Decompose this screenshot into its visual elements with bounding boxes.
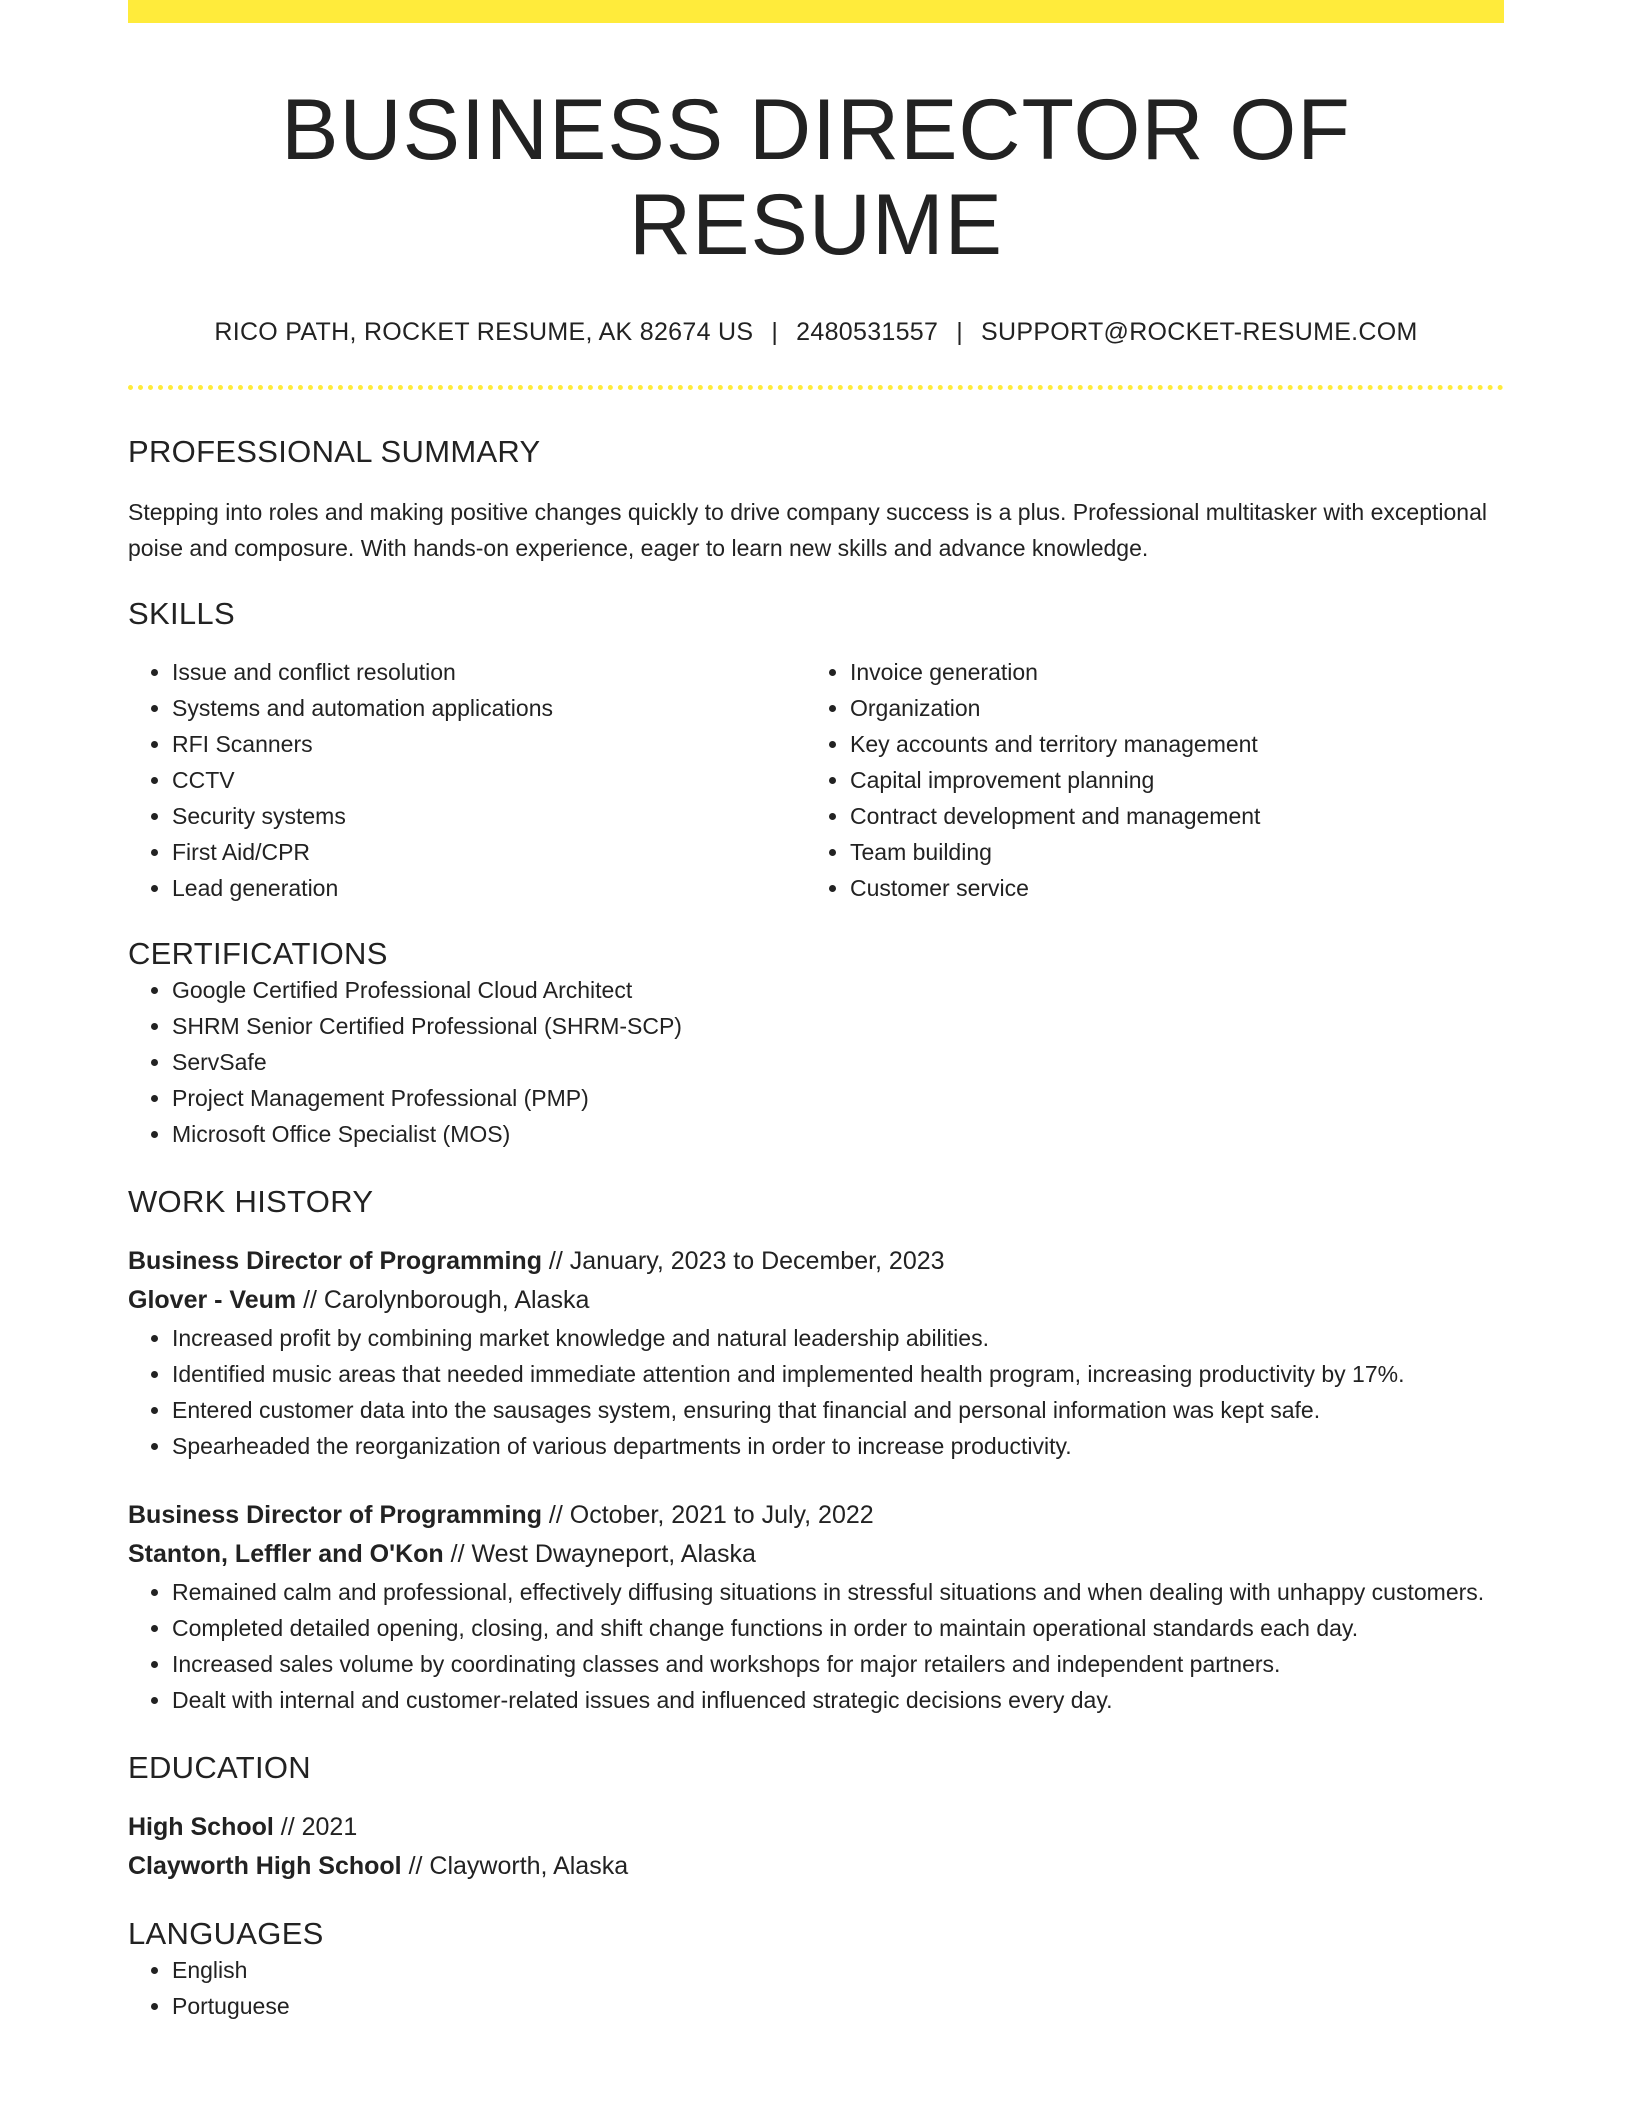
contact-separator: | [771,318,779,347]
summary-text: Stepping into roles and making positive changes quickly to drive company success is a plus. Professional multitasker with exceptional poise and composure. With hands-on experience, eager to learn new skills and advance knowledge. [128,499,1487,562]
job-title-line [128,1496,1504,1535]
job-company-line [128,1281,1504,1320]
job-location: // Carolynborough, Alaska [296,1286,590,1315]
resume-name: BUSINESS DIRECTOR OF RESUME [281,82,1351,273]
skill-item: • Lead generation [172,870,806,906]
job-bullet: • Increased profit by combining market knowledge and natural leadership abilities. [172,1320,1504,1356]
job-company-line [128,1535,1504,1574]
languages-list [128,1952,1504,2024]
skill-item: • First Aid/CPR [172,834,806,870]
certification-item: • Microsoft Office Specialist (MOS) [172,1116,1504,1152]
section-title-certifications: CERTIFICATIONS [128,936,388,972]
certification-item: • SHRM Senior Certified Professional (SHRM-SCP) [172,1008,1504,1044]
job-bullet: • Identified music areas that needed immediate attention and implemented health program, increasing productivity by 17%. [172,1356,1504,1392]
skill-item: • Invoice generation [850,654,1484,690]
job-company: Stanton, Leffler and O'Kon [128,1540,444,1569]
skill-item: • Issue and conflict resolution [172,654,806,690]
section-title-languages: LANGUAGES [128,1916,324,1952]
skill-item: • Security systems [172,798,806,834]
job-bullet: • Spearheaded the reorganization of various departments in order to increase productivity. [172,1428,1504,1464]
contact-phone: 2480531557 [796,318,939,347]
education-school-line [128,1847,1504,1886]
job-bullet: • Remained calm and professional, effectively diffusing situations in stressful situations and when dealing with unhappy customers. [172,1574,1504,1610]
skills-column-right [806,654,1484,906]
job-role: Business Director of Programming [128,1501,542,1530]
skill-item: • Key accounts and territory management [850,726,1484,762]
education-year: // 2021 [273,1813,358,1842]
skill-item: • Organization [850,690,1484,726]
section-title-work-history: WORK HISTORY [128,1184,374,1220]
certification-item: • ServSafe [172,1044,1504,1080]
skills-grid [128,654,1504,906]
job-bullet: • Dealt with internal and customer-related issues and influenced strategic decisions every day. [172,1682,1504,1718]
job-location: // West Dwayneport, Alaska [443,1540,756,1569]
header-divider [128,385,1504,390]
skills-list-left [128,654,806,906]
resume-page [128,0,1504,2024]
skill-item: • Customer service [850,870,1484,906]
section-title-education: EDUCATION [128,1750,311,1786]
skills-column-left [128,654,806,906]
skill-item: • Capital improvement planning [850,762,1484,798]
job-bullet: • Entered customer data into the sausages system, ensuring that financial and personal information was kept safe. [172,1392,1504,1428]
job-dates: // January, 2023 to December, 2023 [541,1247,945,1276]
skills-list-right [806,654,1484,906]
skill-item: • Contract development and management [850,798,1484,834]
job-bullet-list [128,1320,1504,1464]
job-dates: // October, 2021 to July, 2022 [541,1501,874,1530]
certification-item: • Google Certified Professional Cloud Architect [172,972,1504,1008]
education-degree: High School [128,1813,274,1842]
skill-item: • Systems and automation applications [172,690,806,726]
section-title-summary: PROFESSIONAL SUMMARY [128,434,541,470]
skill-item: • CCTV [172,762,806,798]
contact-address: RICO PATH, ROCKET RESUME, AK 82674 US [214,318,754,347]
contact-email: SUPPORT@ROCKET-RESUME.COM [981,318,1418,347]
education-degree-line [128,1808,1504,1847]
accent-top-bar [128,0,1504,23]
skill-item: • RFI Scanners [172,726,806,762]
certification-item: • Project Management Professional (PMP) [172,1080,1504,1116]
job-role: Business Director of Programming [128,1247,542,1276]
section-title-skills: SKILLS [128,596,235,632]
contact-line [128,318,1504,347]
language-item: • English [172,1952,1504,1988]
job-bullet: • Completed detailed opening, closing, and shift change functions in order to maintain operational standards each day. [172,1610,1504,1646]
job-title-line [128,1242,1504,1281]
education-school: Clayworth High School [128,1852,402,1881]
language-item: • Portuguese [172,1988,1504,2024]
skill-item: • Team building [850,834,1484,870]
contact-separator: | [956,318,964,347]
certifications-list [128,972,1504,1152]
job-bullet: • Increased sales volume by coordinating classes and workshops for major retailers and independent partners. [172,1646,1504,1682]
job-company: Glover - Veum [128,1286,297,1315]
job-bullet-list [128,1574,1504,1718]
education-location: // Clayworth, Alaska [401,1852,629,1881]
